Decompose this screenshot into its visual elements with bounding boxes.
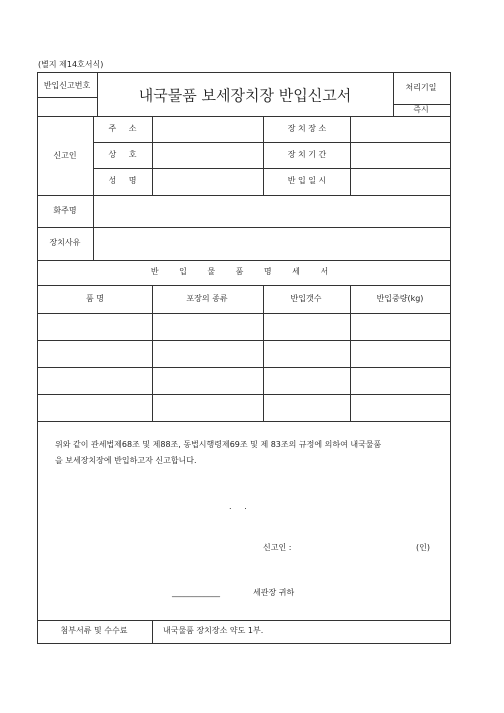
attachments-label: 첨부서류 및 수수료 [60,626,128,635]
table-row[interactable] [38,368,450,394]
processing-period-value: 즉시 [413,105,429,114]
storage-place-field[interactable] [351,117,450,142]
entry-date-field[interactable] [351,169,450,195]
form-border-right [450,72,451,644]
items-section-title: 반 입 물 품 명 세 서 [150,267,338,276]
column-header-quantity: 반입갯수 [290,294,322,303]
address-label: 주 소 [108,124,142,133]
column-header-weight: 반입중량(kg) [376,294,424,303]
processing-period-label: 처리기일 [405,83,437,92]
trade-name-field[interactable] [153,143,263,168]
declarant-section-label: 신고인 [53,151,77,160]
name-field[interactable] [153,169,263,195]
declarant-signature-label: 신고인 : [263,543,292,552]
reason-label: 장치사유 [49,238,81,247]
storage-period-field[interactable] [351,143,450,168]
attachments-value: 내국물품 장치장소 약도 1부. [163,626,264,635]
table-row[interactable] [38,314,450,340]
recipient-blank[interactable]: ____________ [172,588,220,597]
table-row[interactable] [38,341,450,367]
form-number-label: (별지 제14호서식) [38,60,104,69]
column-header-item-name: 품 명 [86,294,104,303]
form-border-top [37,72,451,73]
name-label: 성 명 [108,176,142,185]
storage-place-label: 장 치 장 소 [287,124,327,133]
date-placeholder: . . [229,502,247,511]
storage-period-label: 장 치 기 간 [287,150,327,159]
statement-line-2: 을 보세장치장에 반입하고자 신고합니다. [55,456,197,465]
trade-name-label: 상 호 [108,150,142,159]
entry-date-label: 반 입 일 시 [287,176,327,185]
form-title: 내국물품 보세장치장 반입신고서 [138,86,352,105]
recipient-label: 세관장 귀하 [253,588,295,597]
column-header-package-type: 포장의 종류 [186,294,228,303]
table-row[interactable] [38,395,450,421]
owner-label: 화주명 [53,206,77,215]
statement-line-1: 위와 같이 관세법제68조 및 제88조, 동법시행령제69조 및 제 83조의 규정에 의하여 내국물품 [55,440,382,449]
receipt-number-label: 반입신고번호 [43,81,91,90]
form-border-bottom [37,643,451,644]
owner-field[interactable] [94,196,450,227]
reason-field[interactable] [94,228,450,260]
address-field[interactable] [153,117,263,142]
seal-label: (인) [416,543,430,552]
